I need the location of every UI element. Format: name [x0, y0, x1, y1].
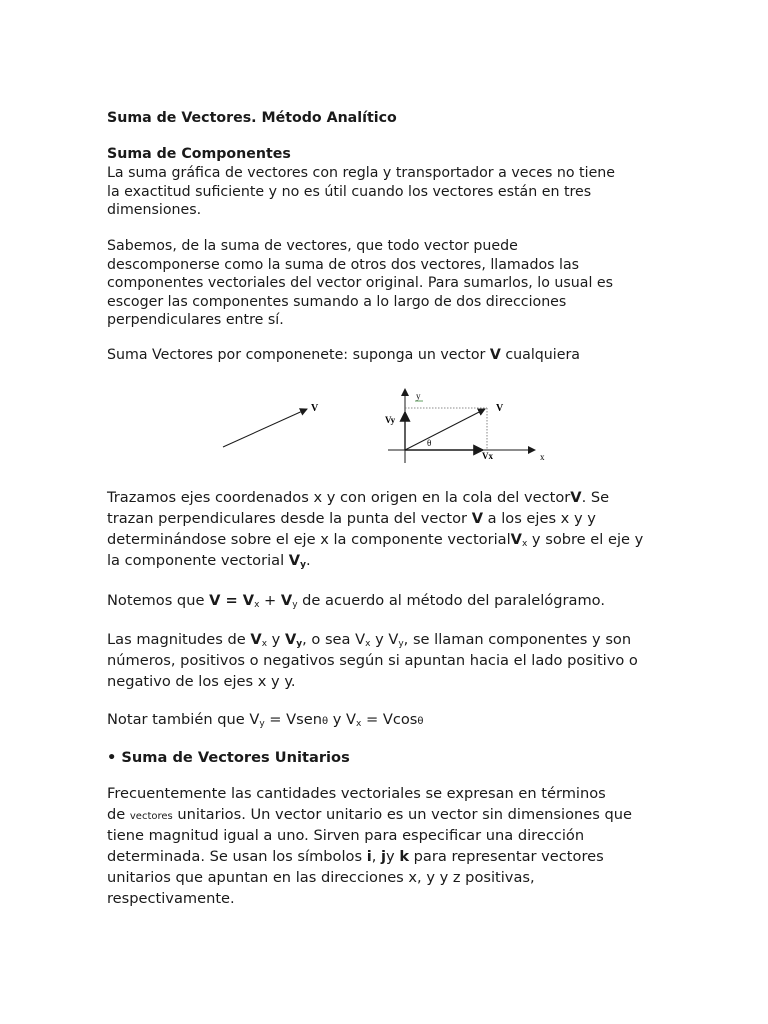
label-theta: θ [427, 438, 432, 448]
label-v-axes: V [496, 403, 504, 414]
paragraph-line: La suma gráfica de vectores con regla y transportador a veces no tiene [107, 165, 616, 181]
paragraph-line: escoger las componentes sumando a lo largo de dos direcciones [107, 293, 567, 310]
paragraph-line: dimensiones. [107, 202, 202, 218]
paragraph-line: perpendiculares entre sí. [107, 312, 284, 328]
paragraph-line: determinándose sobre el eje x la componente vectorialV$_x$ y sobre el eje y [107, 531, 644, 549]
paragraph-line: Sabemos, de la suma de vectores, que todo vector puede [107, 238, 518, 254]
paragraph-line: negativo de los ejes x y y. [107, 673, 296, 690]
paragraph-line: componentes vectoriales del vector original. Para sumarlos, lo usual es [107, 275, 614, 291]
paragraph-parallelogram: Notemos que $V = V_x + V_y$ de acuerdo al método del paralelógramo. [107, 592, 605, 610]
paragraph-line: trazan perpendiculares desde la punta del vector V a los ejes x y y [107, 510, 596, 527]
paragraph-line: Trazamos ejes coordenados x y con origen en la cola del vectorV. Se [107, 489, 610, 506]
paragraph-line: la componente vectorial $V_y$. [107, 552, 311, 570]
label-x: x [540, 452, 545, 462]
paragraph-line: Las magnitudes de $V_x$ y $V_y$, o sea $V_x$ y $V_y$, se llaman componentes y son [107, 631, 632, 649]
document-title: Suma de Vectores. Método Analítico [107, 110, 397, 126]
paragraph-line: determinada. Se usan los símbolos i, jy k para representar vectores [107, 848, 604, 865]
label-y: y [416, 391, 421, 401]
section-heading-unit-vectors: • Suma de Vectores Unitarios [107, 749, 350, 766]
vector-v-arrow [223, 409, 307, 447]
paragraph-line: números, positivos o negativos según si apuntan hacia el lado positivo o [107, 652, 638, 669]
vector-components-figure [215, 380, 555, 470]
paragraph-trig-relations: Notar también que $V_y$ = Vsenθ y $V_x = Vcos\theta$ [107, 711, 424, 729]
label-v: V [311, 403, 319, 414]
paragraph-line: de vectores unitarios. Un vector unitario es un vector sin dimensiones que [107, 806, 632, 823]
paragraph-line: la exactitud suficiente y no es útil cuando los vectores están en tres [107, 183, 592, 200]
paragraph-line: respectivamente. [107, 890, 235, 907]
label-vx: Vx [482, 451, 493, 461]
paragraph-line: unitarios que apuntan en las direcciones x, y y z positivas, [107, 869, 535, 886]
paragraph-line: Frecuentemente las cantidades vectoriales se expresan en términos [107, 785, 606, 802]
section-heading-components: Suma de Componentes [107, 146, 291, 162]
paragraph-line: tiene magnitud igual a uno. Sirven para especificar una dirección [107, 827, 585, 844]
label-vy: Vy [385, 415, 396, 425]
vector-v-arrow-on-axes [405, 409, 485, 450]
paragraph-suppose-vector: Suma Vectores por componenete: suponga un vector V cualquiera [107, 347, 580, 363]
paragraph-line: descomponerse como la suma de otros dos vectores, llamados las [107, 256, 580, 273]
